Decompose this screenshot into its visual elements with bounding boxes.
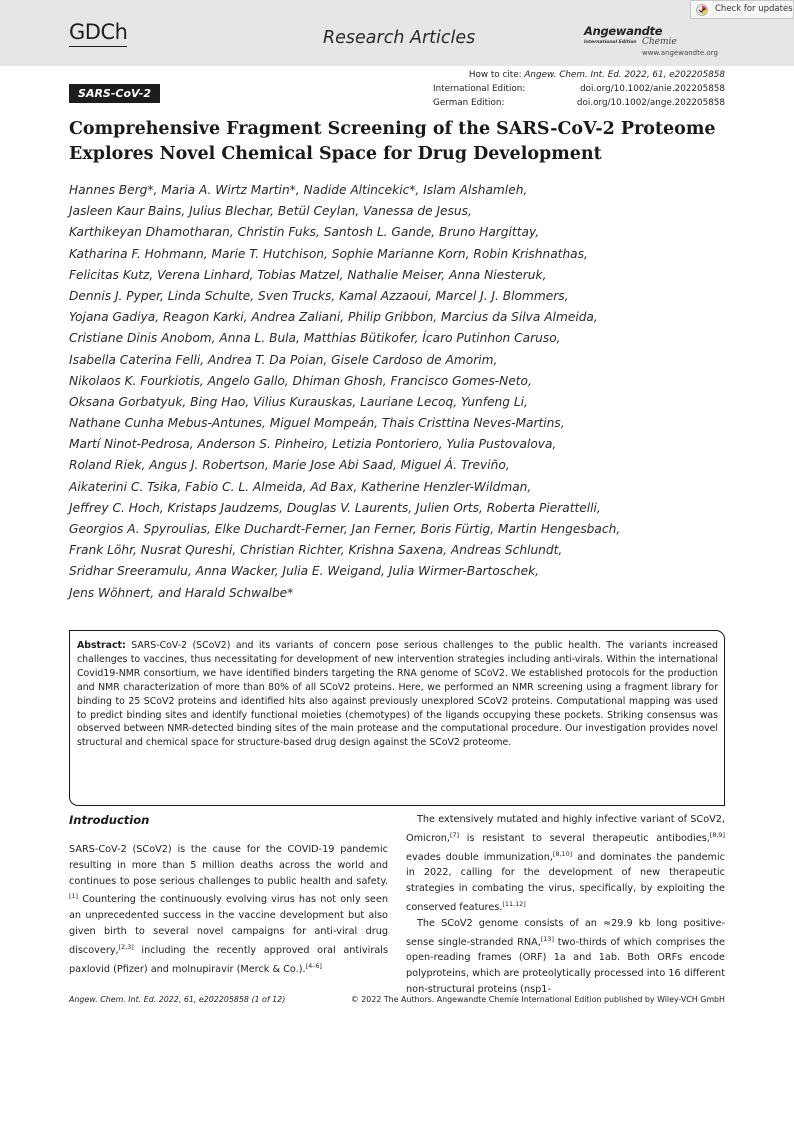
how-to-cite-value: Angew. Chem. Int. Ed. 2022, 61, e202205858 — [524, 70, 725, 80]
intro-text: evades double immunization, — [406, 851, 553, 863]
intro-text: Countering the continuously evolving virus has not only seen an unprecedented success in the vaccine development but also given birth to several novel campaigns for anti-viral drug discovery, — [69, 894, 388, 956]
author-line: Yojana Gadiya, Reagon Karki, Andrea Zaliani, Philip Gribbon, Marcius da Silva Almeida, — [69, 310, 598, 325]
author-line: Felicitas Kutz, Verena Linhard, Tobias Matzel, Nathalie Meiser, Anna Niesteruk, — [69, 267, 547, 282]
german-edition-row — [433, 96, 725, 110]
title-line-2: Explores Novel Chemical Space for Drug Development — [69, 144, 602, 164]
author-line: Nikolaos K. Fourkiotis, Angelo Gallo, Dhiman Ghosh, Francisco Gomes-Neto, — [69, 373, 532, 388]
section-title: Research Articles — [323, 28, 476, 48]
author-line: Jeffrey C. Hoch, Kristaps Jaudzems, Douglas V. Laurents, Julien Orts, Roberta Pierattelli, — [69, 500, 601, 515]
abstract-box — [69, 630, 725, 806]
gdch-logo: GDCh — [69, 20, 128, 44]
check-for-updates-label: Check for updates — [715, 4, 793, 14]
category-tag: SARS-CoV-2 — [69, 84, 160, 103]
intro-text: two-thirds of which comprises the open-reading frames (ORF) 1a and 1ab. Both ORFs encode polyproteins, which are proteolytically processed into 16 different non-structural proteins (nsp1- — [406, 936, 725, 995]
author-line: Roland Riek, Angus J. Robertson, Marie Jose Abi Saad, Miguel Á. Treviño, — [69, 458, 510, 473]
author-line: Frank Löhr, Nusrat Qureshi, Christian Richter, Krishna Saxena, Andreas Schlundt, — [69, 543, 563, 558]
author-line: Hannes Berg*, Maria A. Wirtz Martin*, Nadide Altincekic*, Islam Alshamleh, — [69, 183, 528, 197]
reference-link[interactable]: [7] — [450, 830, 460, 839]
intro-text: and dominates the pandemic in 2022, calling for the development of new therapeutic strategies in combating the virus, specifically, by exploiting the conserved features. — [406, 851, 725, 913]
angewandte-logo — [584, 24, 729, 57]
check-for-updates-button[interactable] — [690, 0, 794, 19]
international-edition-label: International Edition: — [433, 84, 526, 94]
reference-link[interactable]: [8,9] — [709, 830, 725, 839]
angewandte-edition: International Edition — [584, 40, 637, 45]
citation-block — [433, 68, 725, 110]
author-line: Jens Wöhnert, and Harald Schwalbe* — [69, 585, 294, 600]
intro-text: including the recently approved oral antivirals paxlovid (Pfizer) and molnupiravir (Merck & Co.). — [69, 944, 388, 975]
intro-paragraph-2 — [406, 812, 725, 916]
author-line: Cristiane Dinis Anobom, Anna L. Bula, Matthias Bütikofer, Ícaro Putinhon Caruso, — [69, 331, 561, 346]
reference-link[interactable]: [4–6] — [305, 961, 322, 970]
introduction-heading: Introduction — [69, 813, 150, 827]
author-line: Oksana Gorbatyuk, Bing Hao, Vilius Kurauskas, Lauriane Lecoq, Yunfeng Li, — [69, 394, 528, 409]
how-to-cite-row — [433, 68, 725, 82]
reference-link[interactable]: [2,3] — [118, 942, 134, 951]
reference-link[interactable]: [8,10] — [552, 849, 573, 858]
reference-link[interactable]: [13] — [540, 934, 554, 943]
footer-citation: Angew. Chem. Int. Ed. 2022, 61, e202205858 (1 of 12) — [69, 995, 286, 1004]
title-line-1: Comprehensive Fragment Screening of the SARS-CoV-2 Proteome — [69, 119, 716, 139]
international-edition-row — [433, 82, 725, 96]
intro-text: SARS-CoV-2 (SCoV2) is the cause for the COVID-19 pandemic resulting in more than 5 million deaths across the world and continues to pose serious challenges to public health and safety. — [69, 844, 388, 887]
angewandte-chemie: Chemie — [642, 37, 677, 47]
angewandte-wordmark: Angewandte — [584, 24, 663, 38]
german-edition-label: German Edition: — [433, 98, 505, 108]
german-doi-link[interactable]: doi.org/10.1002/ange.202205858 — [576, 98, 725, 108]
intro-paragraph-1 — [69, 842, 388, 977]
author-line: Martí Ninot-Pedrosa, Anderson S. Pinheiro, Letizia Pontoriero, Yulia Pustovalova, — [69, 437, 557, 452]
author-list — [69, 180, 734, 604]
reference-link[interactable]: [1] — [69, 892, 79, 901]
author-line: Dennis J. Pyper, Linda Schulte, Sven Trucks, Kamal Azzaoui, Marcel J. J. Blommers, — [69, 288, 569, 303]
intro-paragraph-3 — [406, 916, 725, 998]
author-line: Georgios A. Spyroulias, Elke Duchardt-Ferner, Jan Ferner, Boris Fürtig, Martin Hengesbach, — [69, 522, 621, 536]
intro-text: The SCoV2 genome consists of an ≈29.9 kb long positive-sense single-stranded RNA, — [406, 917, 725, 948]
author-line: Karthikeyan Dhamotharan, Christin Fuks, Santosh L. Gande, Bruno Hargittay, — [69, 225, 540, 240]
reference-link[interactable]: [11,12] — [502, 899, 526, 908]
article-title — [69, 117, 729, 167]
intro-text: is resistant to several therapeutic antibodies, — [459, 832, 710, 844]
crossmark-icon — [696, 4, 708, 16]
author-line: Nathane Cunha Mebus-Antunes, Miguel Mompeán, Thais Cristtina Neves-Martins, — [69, 416, 565, 431]
author-line: Katharina F. Hohmann, Marie T. Hutchison, Sophie Marianne Korn, Robin Krishnathas, — [69, 246, 588, 261]
abstract-paragraph — [77, 639, 718, 750]
journal-url[interactable]: www.angewandte.org — [642, 49, 718, 57]
author-line: Aikaterini C. Tsika, Fabio C. L. Almeida, Ad Bax, Katherine Henzler-Wildman, — [69, 479, 532, 494]
right-column — [406, 812, 725, 998]
author-line: Jasleen Kaur Bains, Julius Blechar, Betül Ceylan, Vanessa de Jesus, — [69, 204, 472, 219]
abstract-label: Abstract: — [77, 640, 126, 651]
author-line: Sridhar Sreeramulu, Anna Wacker, Julia E. Weigand, Julia Wirmer-Bartoschek, — [69, 564, 540, 579]
footer-copyright: © 2022 The Authors. Angewandte Chemie International Edition published by Wiley-VCH GmbH — [350, 995, 725, 1004]
international-doi-link[interactable]: doi.org/10.1002/anie.202205858 — [580, 84, 725, 94]
author-line: Isabella Caterina Felli, Andrea T. Da Poian, Gisele Cardoso de Amorim, — [69, 352, 498, 367]
intro-text: The extensively mutated and highly infective variant of SCoV2, Omicron, — [406, 814, 725, 844]
abstract-text: SARS-CoV-2 (SCoV2) and its variants of concern pose serious challenges to the public health. The variants increased challenges to vaccines, thus necessitating for development of new intervention strategies including anti-virals. Within the international Covid19-NMR consortium, we have identified binders targeting the RNA genome of SCoV2. We established protocols for the production and NMR characterization of more than 80% of all SCoV2 proteins. Here, we performed an NMR screening using a fragment library for binding to 25 SCoV2 proteins and identified hits also against previously unexplored SCoV2 proteins. Computational mapping was used to predict binding sites and identify functional moieties (chemotypes) of the ligands occupying these pockets. Striking consensus was observed between NMR-detected binding sites of the main protease and the computational procedure. Our investigation provides novel structural and chemical space for structure-based drug design against the SCoV2 proteome. — [77, 640, 718, 749]
how-to-cite-label: How to cite: — [468, 70, 522, 80]
left-column — [69, 842, 388, 977]
